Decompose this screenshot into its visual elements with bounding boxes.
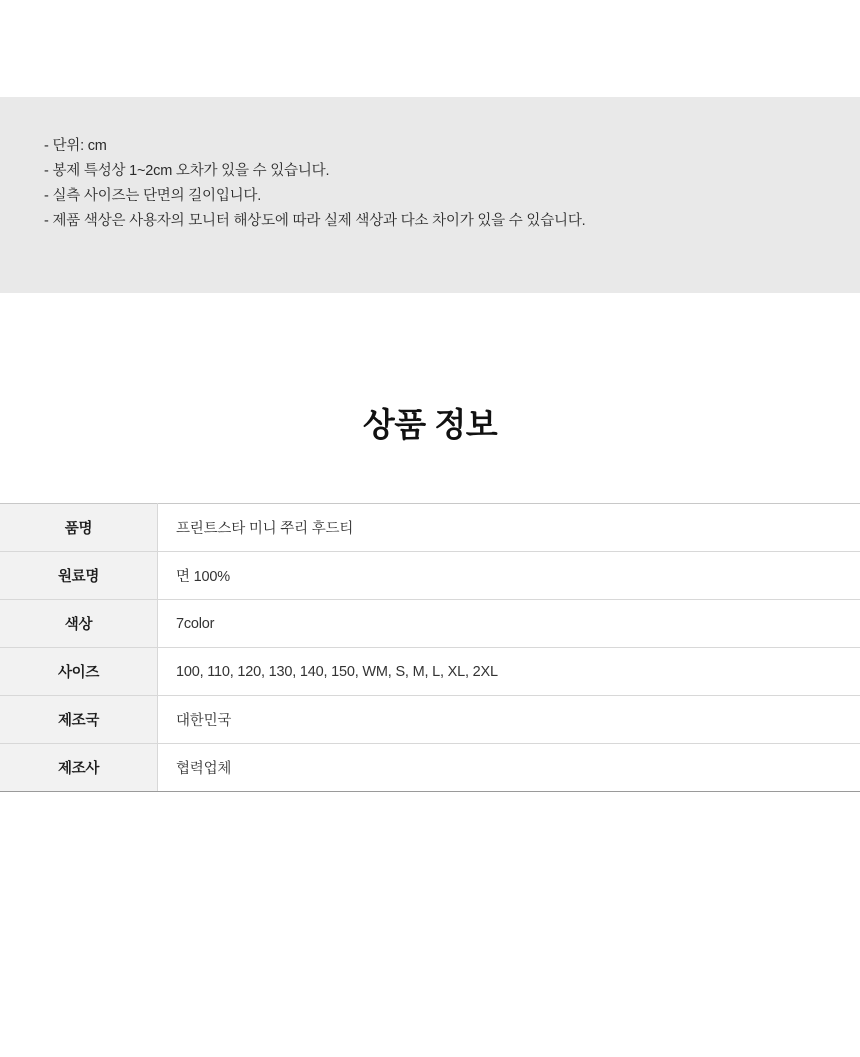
table-row-value: 100, 110, 120, 130, 140, 150, WM, S, M, L, XL, 2XL [158, 648, 860, 696]
size-notice-list [44, 134, 830, 234]
table-row-label: 원료명 [0, 552, 158, 600]
notice-line-measurement: - 실측 사이즈는 단면의 길이입니다. [44, 188, 262, 204]
table-row [0, 696, 860, 744]
table-row-value: 대한민국 [158, 696, 860, 744]
notice-line-unit: - 단위: cm [44, 138, 107, 154]
table-row [0, 600, 860, 648]
notice-line-color: - 제품 색상은 사용자의 모니터 해상도에 따라 실제 색상과 다소 차이가 있을 수 있습니다. [44, 213, 586, 229]
size-notice-block [0, 97, 860, 293]
table-row [0, 552, 860, 600]
table-row-label: 제조사 [0, 744, 158, 792]
table-row-label: 품명 [0, 504, 158, 552]
table-row [0, 744, 860, 792]
table-row [0, 648, 860, 696]
table-row-label: 제조국 [0, 696, 158, 744]
table-row [0, 504, 860, 552]
page-title: 상품 정보 [362, 406, 498, 443]
table-row-label: 색상 [0, 600, 158, 648]
table-row-label: 사이즈 [0, 648, 158, 696]
notice-line-tolerance: - 봉제 특성상 1~2cm 오차가 있을 수 있습니다. [44, 163, 330, 179]
table-row-value: 7color [158, 600, 860, 648]
table-row-value: 협력업체 [158, 744, 860, 792]
table-row-value: 면 100% [158, 552, 860, 600]
table-row-value: 프린트스타 미니 쭈리 후드티 [158, 504, 860, 552]
product-info-table [0, 503, 860, 792]
